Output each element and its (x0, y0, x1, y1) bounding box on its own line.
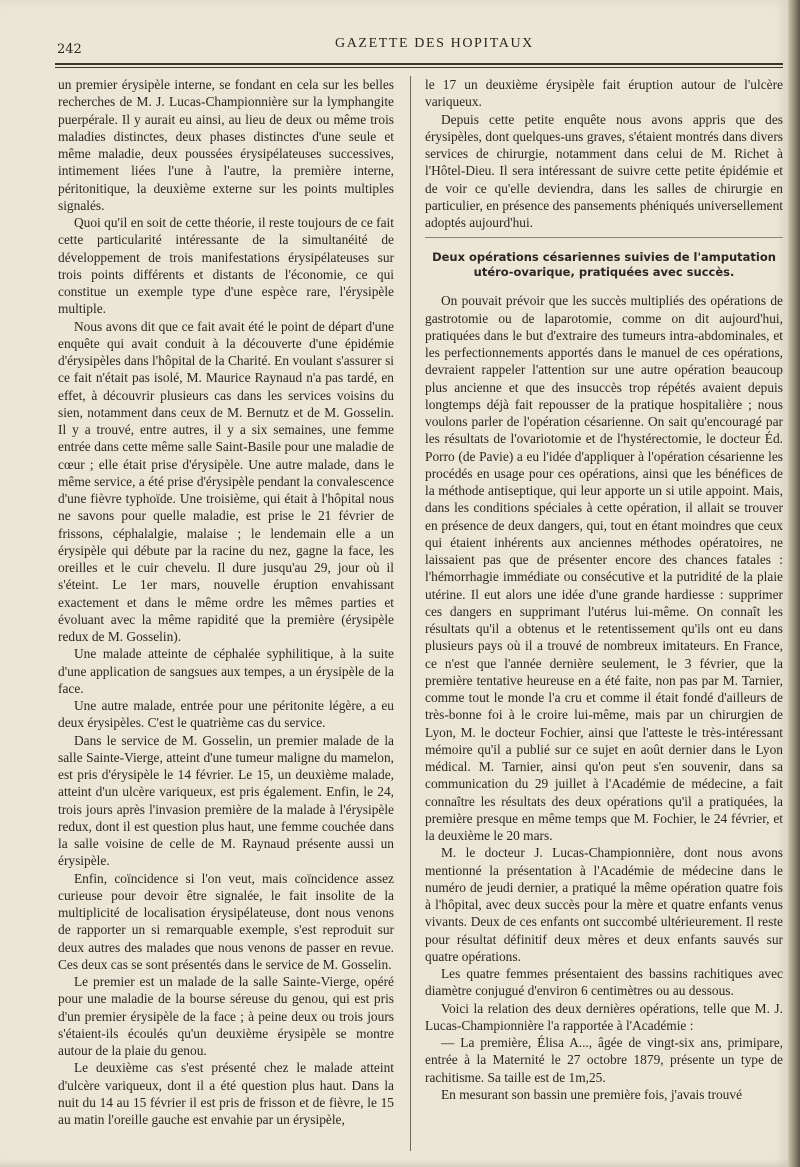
paragraph: Dans le service de M. Gosselin, un premier malade de la salle Sainte-Vierge, atteint d'une tumeur maligne du mamelon, est pris d'érysipèle le 14 février. Le 15, un deuxième malade, atteint d'un ulcère variqueux, est pris également. Enfin, le 24, trois jours après l'invasion première de la malade à l'érysipèle redux, dont il est question plus haut, une femme couchée dans la salle voisine de celle de M. Raynaud présente aussi un érysipèle. (58, 732, 394, 869)
paragraph: Enfin, coïncidence si l'on veut, mais coïncidence assez curieuse pour devoir être signalée, le fait insolite de la multiplicité de localisation érysipélateuse, dont nous venons de rapporter un si remarquable exemple, s'est reproduit sur deux autres des malades que nous venons de passer en revue. Ces deux cas se sont présentés dans le service de M. Gosselin. (58, 870, 394, 972)
left-column (58, 76, 394, 1156)
page-number: 242 (57, 42, 82, 57)
section-rule (425, 237, 783, 238)
paragraph: Voici la relation des deux dernières opérations, telle que M. J. Lucas-Championnière l'a rapportée à l'Académie : (425, 1000, 783, 1033)
paragraph: Nous avons dit que ce fait avait été le point de départ d'une enquête qui avait conduit à la découverte d'une épidémie d'érysipèles dans l'hôpital de la Charité. En voulant s'assurer si ce fait n'était pas isolé, M. Maurice Raynaud n'a pas tardé, en effet, à découvrir plusieurs cas dans les services voisins du sien, notamment dans ceux de M. Bernutz et de M. Gosselin. Il y a trouvé, entre autres, il y a six semaines, une femme entrée dans cette même salle Saint-Basile pour une maladie de cœur ; elle était prise d'érysipèle. Une autre malade, dans le même service, a été prise d'érysipèle pendant la convalescence d'une fièvre typhoïde. Une troisième, qui était à l'hôpital nous ne savons pour quelle maladie, est prise le 21 février de frissons, céphalalgie, malaise ; le lendemain elle a un érysipèle qui débute par la racine du nez, gagne la face, les oreilles et le cuir chevelu. Il dure jusqu'au 29, jour où il s'éteint. Le 1er mars, nouvelle éruption envahissant exactement et dans le même ordre les mêmes parties et évoluant avec la même rapidité que la première (érysipèle redux de M. Gosselin). (58, 318, 394, 644)
header-rule-thin (55, 67, 783, 68)
right-column (425, 76, 783, 1156)
paragraph: M. le docteur J. Lucas-Championnière, dont nous avons mentionné la présentation à l'Académie de médecine dans le numéro de jeudi dernier, a pratiqué la même opération quatre fois à l'hôpital, avec deux succès pour la mère et quatre enfants venus vivants. Deux de ces enfants ont succombé ultérieurement. Il reste pour résultat définitif deux mères et deux enfants sauvés sur quatre opérations. (425, 845, 783, 964)
paragraph: Depuis cette petite enquête nous avons appris que des érysipèles, dont quelques-uns graves, s'étaient montrés dans divers services de chirurgie, notamment dans celui de M. Richet à l'Hôtel-Dieu. Il sera intéressant de suivre cette petite épidémie et de voir ce qu'elle deviendra, dans les salles de chirurgie en particulier, en présence des pansements phéniqués universellement adoptés aujourd'hui. (425, 111, 783, 230)
paragraph: En mesurant son bassin une première fois, j'avais trouvé (441, 1086, 743, 1102)
paragraph: Une autre malade, entrée pour une péritonite légère, a eu deux érysipèles. C'est le quatrième cas du service. (58, 698, 394, 731)
section-heading: Deux opérations césariennes suivies de l'amputation utéro-ovarique, pratiquées avec succès. (432, 250, 776, 280)
page-bottom-shadow (0, 1159, 788, 1167)
paragraph: — La première, Élisa A..., âgée de vingt-six ans, primipare, entrée à la Maternité le 27 octobre 1879, présente un type de rachitisme. Sa taille est de 1m,25. (425, 1035, 783, 1085)
book-spine-edge (788, 0, 800, 1167)
paragraph: Quoi qu'il en soit de cette théorie, il reste toujours de ce fait cette particularité intéressante de la simultanéité de développement de trois manifestations érysipélateuses sur trois points différents et distants de l'économie, ce qui constitue un exemple type d'une espèce rare, l'érysipèle multiple. (58, 215, 394, 317)
paragraph: un premier érysipèle interne, se fondant en cela sur les belles recherches de M. J. Lucas-Championnière sur la lymphangite puerpérale. Il y aurait eu ainsi, au lieu de deux ou même trois maladies distinctes, deux phases distinctes d'une seule et même maladie, deux poussées érysipélateuses successives, intimement liées l'une à l'autre, la première interne, péritonitique, la deuxième externe sur les points multiples signalés. (58, 77, 394, 213)
column-divider (410, 76, 411, 1151)
paragraph: Le deuxième cas s'est présenté chez le malade atteint d'ulcère variqueux, dont il a été question plus haut. Dans la nuit du 14 au 15 février il est pris de frisson et de fièvre, le 15 au matin l'oreille gauche est envahie par un érysipèle, (58, 1060, 394, 1127)
header-rule (55, 63, 783, 65)
paragraph: Les quatre femmes présentaient des bassins rachitiques avec diamètre conjugué d'environ 6 centimètres ou au dessous. (425, 966, 783, 999)
page-header (55, 34, 790, 56)
paragraph: le 17 un deuxième érysipèle fait éruption autour de l'ulcère variqueux. (425, 77, 783, 110)
paragraph: Une malade atteinte de céphalée syphilitique, à la suite d'une application de sangsues aux tempes, a un érysipèle de la face. (58, 646, 394, 696)
paragraph: Le premier est un malade de la salle Sainte-Vierge, opéré pour une maladie de la bourse séreuse du genou, qui est pris d'un premier érysipèle de la face ; à peine deux ou trois jours s'étaient-ils écoulés qu'un deuxième érysipèle se montre autour de la plaie du genou. (58, 974, 394, 1058)
running-title: GAZETTE DES HOPITAUX (335, 36, 534, 51)
paragraph: On pouvait prévoir que les succès multipliés des opérations de gastrotomie ou de laparotomie, comme on dit aujourd'hui, pratiquées dans le but d'extraire des tumeurs intra-abdominales, et les perfectionnements apportés dans le manuel de ces opérations, devraient rappeler l'attention sur une autre opération beaucoup plus ancienne et que des insuccès trop répétés avaient depuis longtemps déjà fait repousser de la pratique hospitalière ; nous voulons parler de l'opération césarienne. On sait qu'encouragé par les résultats de l'ovariotomie et de l'hystérectomie, le docteur Éd. Porro (de Pavie) a eu l'idée d'appliquer à l'opération césarienne les procédés en usage pour ces opérations, ainsi que les bénéfices de la méthode antiseptique, qui leur apporte un si utile appoint. Mais, dans les conditions spéciales à cette opération, il allait se trouver en présence de deux dangers, qui, tout en étant moindres que ceux qui étaient inhérents aux anciennes méthodes opératoires, ne laissaient pas que de présenter encore des chances fatales : l'hémorrhagie immédiate ou consécutive et la putridité de la plaie utérine. Il eut alors une idée d'une grande hardiesse : supprimer ces dangers en supprimant l'utérus lui-même. On connaît les résultats qu'il a obtenus et le retentissement qu'ils ont eu dans plusieurs pays où il a trouvé de nombreux imitateurs. En France, ce n'est que l'année dernière seulement, le 3 février, que la première tentative heureuse en a été faite, non pas par M. Tarnier, comme tout le monde l'a cru et comme il était fondé d'ailleurs de très-bonne foi à le croire lui-même, mais par un chirurgien de Lyon, M. le docteur Fochier, ainsi que l'atteste le très-intéressant mémoire qu'il a publié sur ce sujet en août dernier dans le Lyon médical. M. Tarnier, ainsi qu'on peut s'en souvenir, dans sa communication du 29 juillet à l'Académie de médecine, a fait connaître les résultats des deux opérations qu'il a pratiquées, la première presque en même temps que M. Fochier, le 24 février, et la deuxième le 20 mars. (425, 293, 783, 843)
